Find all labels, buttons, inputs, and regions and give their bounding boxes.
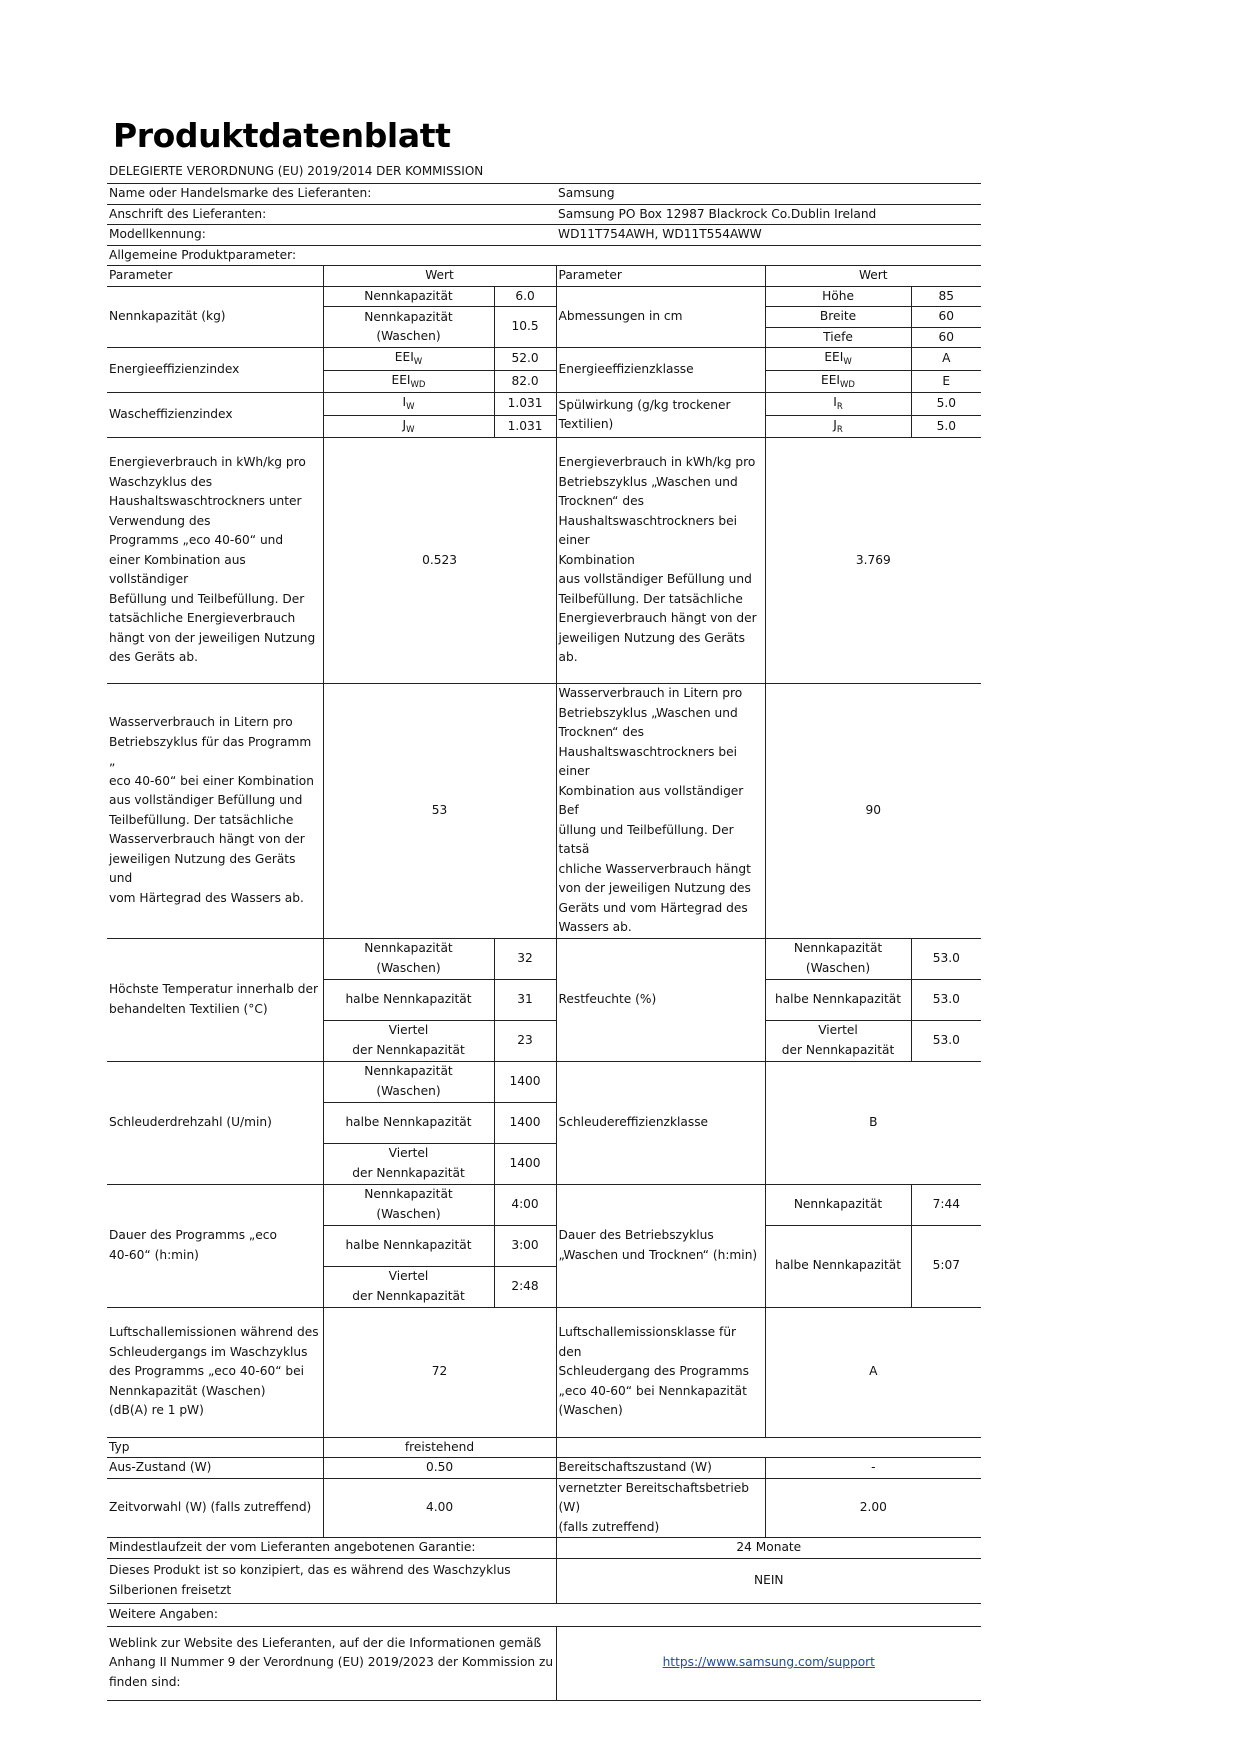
dimension-breite-label: Breite (765, 307, 911, 328)
energy-right-line: Kombination (558, 552, 635, 567)
networked-line1: vernetzter Bereitschaftsbetrieb (W) (558, 1480, 749, 1514)
duration-label (107, 1184, 323, 1307)
further-label: Weitere Angaben: (107, 1603, 981, 1626)
cycle-nenn-label: Nennkapazität (765, 1184, 911, 1225)
capacity-wash-label-line2: (Waschen) (376, 329, 441, 343)
eclass-w-value: A (911, 348, 981, 371)
row-eei-1 (107, 348, 981, 371)
row-model (107, 225, 981, 246)
temperature-label-line1: Höchste Temperatur innerhalb der (109, 982, 318, 996)
dur-viertel-label (323, 1266, 494, 1307)
noise-left-line: Schleudergangs im Waschzyklus (109, 1344, 308, 1359)
energy-left-line: einer Kombination aus vollständiger (109, 552, 246, 587)
water-right-line: üllung und Teilbefüllung. Der tatsä (558, 822, 734, 856)
row-water (107, 684, 981, 939)
row-general (107, 245, 981, 266)
delay-value: 4.00 (323, 1478, 556, 1538)
capacity-nenn-label: Nennkapazität (323, 286, 494, 307)
moist-viertel-line1: Viertel (818, 1023, 858, 1037)
temp-viertel-line2: der Nennkapazität (352, 1042, 465, 1057)
spin-class-label: Schleudereffizienzklasse (556, 1061, 765, 1184)
dur-nenn-value: 4:00 (494, 1184, 556, 1225)
cycle-duration-line1: Dauer des Betriebszyklus (558, 1228, 714, 1242)
eclass-w-label (765, 348, 911, 371)
water-left-line: Wasserverbrauch hängt von der (109, 832, 305, 847)
type-value: freistehend (323, 1437, 556, 1458)
energy-right-line: Energieverbrauch hängt von der (558, 611, 757, 626)
water-left-line: aus vollständiger Befüllung und (109, 793, 303, 808)
row-noise (107, 1307, 981, 1437)
temp-viertel-label (323, 1020, 494, 1061)
eclass-wd-value: E (911, 370, 981, 393)
energy-left-line: Energieverbrauch in kWh/kg pro (109, 455, 306, 470)
temp-nenn-line1: Nennkapazität (364, 941, 453, 955)
spin-viertel-line1: Viertel (388, 1146, 429, 1160)
header-wert-right: Wert (765, 266, 981, 287)
water-right-line: Geräts und vom Härtegrad des (558, 900, 748, 915)
cycle-halbe-value: 5:07 (911, 1225, 981, 1307)
spin-class-value: B (765, 1061, 981, 1184)
standby-value: - (765, 1458, 981, 1479)
energy-right-line: aus vollständiger Befüllung und (558, 572, 752, 587)
water-right-line: Kombination aus vollständiger Bef (558, 783, 744, 817)
water-right-line: Wassers ab. (558, 920, 632, 934)
energy-left-line: des Geräts ab. (109, 650, 198, 665)
eclass-w-sub: W (843, 357, 852, 367)
row-spin-1 (107, 1061, 981, 1102)
energy-left-line: Befüllung und Teilbefüllung. Der (109, 591, 305, 606)
noise-left-line: (dB(A) re 1 pW) (109, 1403, 204, 1418)
energy-right-line: Energieverbrauch in kWh/kg pro (558, 455, 756, 470)
noise-right-line: Luftschallemissionsklasse für den (558, 1325, 737, 1359)
noise-left-line: Nennkapazität (Waschen) (109, 1383, 266, 1398)
capacity-wash-label (323, 307, 494, 348)
noise-right-line: Schleudergang des Programms (558, 1364, 749, 1379)
row-type (107, 1437, 981, 1458)
water-right-line: chliche Wasserverbrauch hängt (558, 861, 751, 876)
noise-left-label (107, 1307, 323, 1437)
type-empty (556, 1437, 981, 1458)
moist-viertel-label (765, 1020, 911, 1061)
weblink-line2: Anhang II Nummer 9 der Verordnung (EU) 2019/2023 der Kommission zu (109, 1655, 554, 1670)
spin-viertel-value: 1400 (494, 1143, 556, 1184)
silver-line2: Silberionen freisetzt (109, 1582, 232, 1597)
row-duration-1 (107, 1184, 981, 1225)
ir-label (765, 393, 911, 416)
water-right-line: Wasserverbrauch in Litern pro (558, 686, 743, 700)
energy-left-line: hängt von der jeweiligen Nutzung (109, 630, 316, 645)
rinse-label-line1: Spülwirkung (g/kg trockener (558, 397, 731, 412)
temp-halbe-value: 31 (494, 979, 556, 1020)
ir-base: I (833, 395, 837, 409)
moist-viertel-value: 53.0 (911, 1020, 981, 1061)
eei-wd-value: 82.0 (494, 370, 556, 393)
eei-w-base: EEI (394, 350, 414, 364)
energy-left-line: Verwendung des (109, 513, 211, 528)
water-left-line: Teilbefüllung. Der tatsächliche (109, 812, 294, 827)
spin-halbe-value: 1400 (494, 1102, 556, 1143)
iw-base: I (402, 395, 407, 409)
row-off (107, 1458, 981, 1479)
water-left-line: Wasserverbrauch in Litern pro (109, 715, 293, 730)
silver-line1: Dieses Produkt ist so konzipiert, das es während des Waschzyklus (109, 1563, 511, 1577)
dur-halbe-value: 3:00 (494, 1225, 556, 1266)
row-silver (107, 1558, 981, 1603)
delay-label: Zeitvorwahl (W) (falls zutreffend) (107, 1478, 323, 1538)
dimension-tiefe-label: Tiefe (765, 327, 911, 348)
silver-value: NEIN (556, 1558, 981, 1603)
networked-label (556, 1478, 765, 1538)
energy-left-line: tatsächliche Energieverbrauch (109, 611, 296, 626)
jw-label (323, 415, 494, 438)
general-params-label: Allgemeine Produktparameter: (107, 245, 981, 266)
jr-label (765, 415, 911, 438)
dimension-breite-value: 60 (911, 307, 981, 328)
row-delay (107, 1478, 981, 1538)
energy-right-line: Trocknen“ des (558, 494, 644, 509)
silver-label (107, 1558, 556, 1603)
water-left-line: Betriebszyklus für das Programm „ (109, 734, 312, 769)
moist-nenn-value: 53.0 (911, 938, 981, 979)
spin-nenn-line2: (Waschen) (376, 1083, 441, 1098)
regulation-subtitle: DELEGIERTE VERORDNUNG (EU) 2019/2014 DER KOMMISSION (109, 164, 484, 178)
water-right-line: Haushaltswaschtrockners bei einer (558, 744, 737, 778)
noise-right-line: „eco 40-60“ bei Nennkapazität (558, 1383, 747, 1398)
duration-label-line2: 40-60“ (h:min) (109, 1247, 199, 1262)
spin-viertel-label (323, 1143, 494, 1184)
energy-left-line: Waschzyklus des (109, 474, 213, 489)
energy-left-line: Programms „eco 40-60“ und (109, 533, 284, 548)
noise-right-value: A (765, 1307, 981, 1437)
rinse-label-line2: Textilien) (558, 417, 614, 431)
eclass-wd-sub: WD (840, 379, 855, 390)
header-parameter-left: Parameter (107, 266, 323, 287)
row-supplier-name (107, 184, 981, 205)
moist-viertel-line2: der Nennkapazität (781, 1042, 895, 1057)
weblink-label (107, 1626, 556, 1700)
wash-eff-label: Wascheffizienzindex (107, 393, 323, 438)
water-left-label (107, 684, 323, 939)
page-title: Produktdatenblatt (113, 116, 451, 155)
model-label: Modellkennung: (107, 225, 556, 246)
noise-left-line: des Programms „eco 40-60“ bei (109, 1364, 305, 1379)
weblink-cell (556, 1626, 981, 1700)
energy-right-value: 3.769 (765, 438, 981, 684)
noise-left-value: 72 (323, 1307, 556, 1437)
water-left-line: vom Härtegrad des Wassers ab. (109, 890, 304, 905)
iw-value: 1.031 (494, 393, 556, 416)
spin-halbe-label: halbe Nennkapazität (323, 1102, 494, 1143)
temp-viertel-line1: Viertel (388, 1023, 429, 1037)
moist-nenn-line2: (Waschen) (805, 960, 871, 975)
eei-w-sub: W (413, 357, 423, 367)
eclass-wd-label (765, 370, 911, 393)
spin-nenn-line1: Nennkapazität (364, 1064, 453, 1078)
weblink-line3: finden sind: (109, 1674, 181, 1689)
water-right-line: Trocknen“ des (558, 725, 644, 739)
jw-value: 1.031 (494, 415, 556, 438)
noise-left-line: Luftschallemissionen während des (109, 1325, 319, 1340)
jr-sub: R (836, 424, 843, 435)
jw-base: J (402, 417, 407, 432)
eei-wd-sub: WD (410, 379, 426, 390)
water-right-line: Betriebszyklus „Waschen und (558, 705, 738, 720)
ir-sub: R (836, 402, 843, 412)
rinse-label (556, 393, 765, 438)
dimension-tiefe-value: 60 (911, 327, 981, 348)
energy-right-label (556, 438, 765, 684)
capacity-wash-label-line1: Nennkapazität (364, 309, 453, 324)
warranty-value: 24 Monate (556, 1538, 981, 1559)
off-mode-value: 0.50 (323, 1458, 556, 1479)
moist-halbe-value: 53.0 (911, 979, 981, 1020)
row-capacity-1 (107, 286, 981, 307)
energy-left-line: Haushaltswaschtrockners unter (109, 494, 302, 509)
moist-nenn-line1: Nennkapazität (793, 941, 883, 955)
support-link[interactable]: https://www.samsung.com/support (662, 1655, 875, 1670)
duration-label-line1: Dauer des Programms „eco (109, 1228, 277, 1242)
header-wert-left: Wert (323, 266, 556, 287)
spin-nenn-label (323, 1061, 494, 1102)
iw-label (323, 393, 494, 416)
networked-value: 2.00 (765, 1478, 981, 1538)
temp-viertel-value: 23 (494, 1020, 556, 1061)
row-temp-1 (107, 938, 981, 979)
energy-class-label: Energieeffizienzklasse (556, 348, 765, 393)
dur-viertel-value: 2:48 (494, 1266, 556, 1307)
water-right-label (556, 684, 765, 939)
dur-viertel-line2: der Nennkapazität (352, 1288, 465, 1303)
eei-label: Energieeffizienzindex (107, 348, 323, 393)
eclass-w-base: EEI (824, 350, 844, 364)
energy-right-line: Haushaltswaschtrockners bei einer (558, 513, 737, 548)
noise-right-line: (Waschen) (558, 1403, 623, 1418)
moisture-label: Restfeuchte (%) (556, 938, 765, 1061)
row-energy (107, 438, 981, 684)
row-supplier-address (107, 204, 981, 225)
model-value: WD11T754AWH, WD11T554AWW (556, 225, 981, 246)
temp-nenn-label (323, 938, 494, 979)
moist-halbe-label: halbe Nennkapazität (765, 979, 911, 1020)
energy-right-line: Teilbefüllung. Der tatsächliche (558, 591, 743, 606)
dimension-hoehe-value: 85 (911, 286, 981, 307)
jr-base: J (833, 417, 837, 432)
ir-value: 5.0 (911, 393, 981, 416)
row-header (107, 266, 981, 287)
off-mode-label: Aus-Zustand (W) (107, 1458, 323, 1479)
networked-line2: (falls zutreffend) (558, 1519, 660, 1534)
supplier-name-value: Samsung (556, 184, 981, 205)
cycle-duration-label (556, 1184, 765, 1307)
spin-nenn-value: 1400 (494, 1061, 556, 1102)
energy-left-value: 0.523 (323, 438, 556, 684)
row-further (107, 1603, 981, 1626)
warranty-label: Mindestlaufzeit der vom Lieferanten angebotenen Garantie: (107, 1538, 556, 1559)
eei-w-label (323, 348, 494, 371)
row-wash-eff-1 (107, 393, 981, 416)
moist-nenn-label (765, 938, 911, 979)
spin-viertel-line2: der Nennkapazität (352, 1165, 465, 1180)
type-label: Typ (107, 1437, 323, 1458)
supplier-address-label: Anschrift des Lieferanten: (107, 204, 556, 225)
eei-w-value: 52.0 (494, 348, 556, 371)
capacity-label: Nennkapazität (kg) (107, 286, 323, 348)
cycle-nenn-value: 7:44 (911, 1184, 981, 1225)
eei-wd-label (323, 370, 494, 393)
dur-viertel-line1: Viertel (388, 1269, 429, 1283)
temperature-label (107, 938, 323, 1061)
cycle-halbe-label: halbe Nennkapazität (765, 1225, 911, 1307)
standby-label: Bereitschaftszustand (W) (556, 1458, 765, 1479)
water-left-value: 53 (323, 684, 556, 939)
row-weblink (107, 1626, 981, 1700)
row-warranty (107, 1538, 981, 1559)
supplier-address-value: Samsung PO Box 12987 Blackrock Co.Dublin Ireland (556, 204, 981, 225)
capacity-wash-value: 10.5 (494, 307, 556, 348)
temperature-label-line2: behandelten Textilien (°C) (109, 1001, 268, 1016)
dur-nenn-line1: Nennkapazität (364, 1187, 453, 1201)
spin-label: Schleuderdrehzahl (U/min) (107, 1061, 323, 1184)
eclass-wd-base: EEI (821, 372, 841, 387)
supplier-name-label: Name oder Handelsmarke des Lieferanten: (107, 184, 556, 205)
product-data-table (107, 183, 981, 1701)
weblink-line1: Weblink zur Website des Lieferanten, auf der die Informationen gemäß (109, 1635, 542, 1650)
dur-nenn-label (323, 1184, 494, 1225)
dur-halbe-label: halbe Nennkapazität (323, 1225, 494, 1266)
temp-halbe-label: halbe Nennkapazität (323, 979, 494, 1020)
energy-right-line: jeweiligen Nutzung des Geräts ab. (558, 630, 745, 665)
water-right-value: 90 (765, 684, 981, 939)
header-parameter-right: Parameter (556, 266, 765, 287)
capacity-nenn-value: 6.0 (494, 286, 556, 307)
energy-right-line: Betriebszyklus „Waschen und (558, 474, 738, 489)
temp-nenn-value: 32 (494, 938, 556, 979)
eei-wd-base: EEI (391, 372, 411, 387)
iw-sub: W (406, 402, 415, 412)
temp-nenn-line2: (Waschen) (376, 960, 441, 975)
cycle-duration-line2: „Waschen und Trocknen“ (h:min) (558, 1247, 758, 1262)
water-left-line: jeweiligen Nutzung des Geräts und (109, 851, 296, 886)
dur-nenn-line2: (Waschen) (376, 1206, 441, 1221)
water-right-line: von der jeweiligen Nutzung des (558, 881, 751, 895)
noise-right-label (556, 1307, 765, 1437)
dimension-hoehe-label: Höhe (765, 286, 911, 307)
water-left-line: eco 40-60“ bei einer Kombination (109, 773, 314, 788)
jw-sub: W (406, 424, 415, 435)
energy-left-label (107, 438, 323, 684)
jr-value: 5.0 (911, 415, 981, 438)
dimensions-label: Abmessungen in cm (556, 286, 765, 348)
